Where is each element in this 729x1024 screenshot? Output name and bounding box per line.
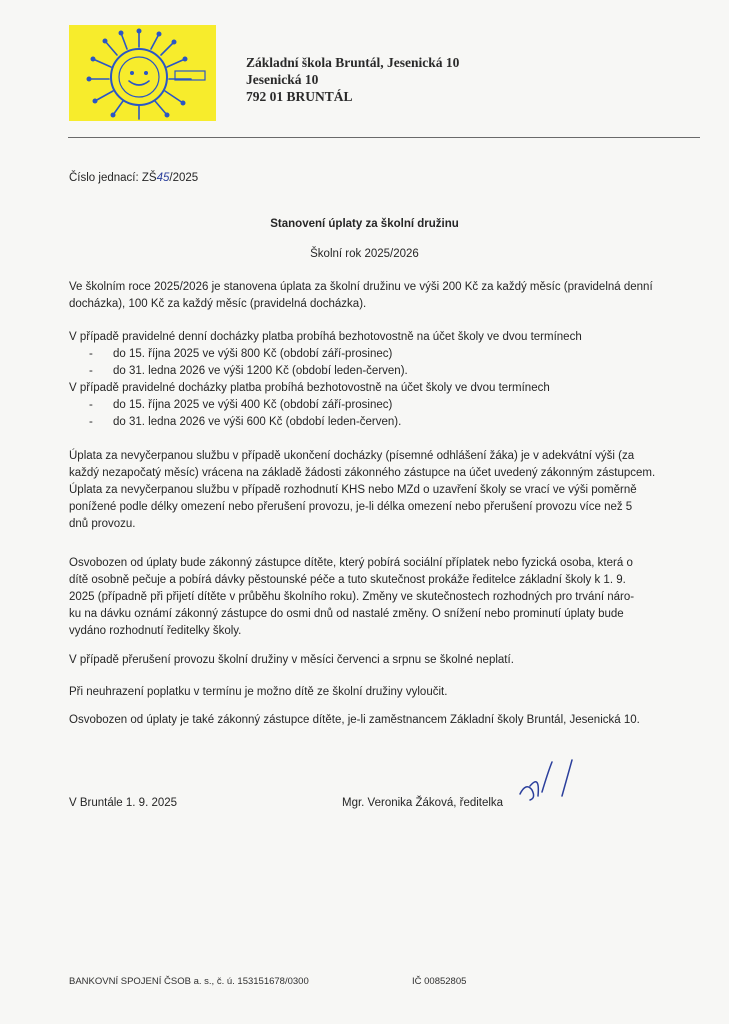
document-title: Stanovení úplaty za školní družinu <box>270 218 459 230</box>
exemption-line: ku na dávku oznámí zákonný zástupce do osmi dnů od nastalé změny. O snížení nebo prominutí úplaty bude <box>69 608 624 620</box>
refund-paragraph <box>69 448 700 533</box>
regular-item: - do 15. října 2025 ve výši 400 Kč (období září-prosinec) <box>69 397 700 414</box>
document-subtitle: Školní rok 2025/2026 <box>310 248 419 260</box>
exemption-paragraph <box>69 555 700 640</box>
sun-logo-icon <box>69 25 216 121</box>
school-logo <box>69 25 216 121</box>
signature-icon <box>512 752 582 812</box>
reference-label: Číslo jednací: ZŠ <box>69 172 157 184</box>
refund-line: dnů provozu. <box>69 518 136 530</box>
exemption-line: 2025 (případně při přijetí dítěte v průběhu školního roku). Změny ve skutečnostech rozhodných pro trvání náro- <box>69 591 635 603</box>
exemption-line: vydáno rozhodnutí ředitelky školy. <box>69 625 242 637</box>
refund-line: Úplata za nevyčerpanou službu v případě rozhodnutí KHS nebo MZd o uzavření školy se vrací ve výši poměrně <box>69 484 637 496</box>
signatory: Mgr. Veronika Žáková, ředitelka <box>342 797 504 809</box>
reference-handwritten: 45 <box>156 172 170 184</box>
header-divider <box>68 137 700 138</box>
intro-paragraph <box>69 279 700 313</box>
school-name: Základní škola Bruntál, Jesenická 10 <box>246 55 460 70</box>
refund-line: Úplata za nevyčerpanou službu v případě ukončení docházky (písemné odhlášení žáka) je v adekvátní výši (za <box>69 450 635 462</box>
daily-item: - do 15. října 2025 ve výši 800 Kč (období září-prosinec) <box>69 346 700 363</box>
reference-number <box>69 172 198 184</box>
nonpayment-paragraph: Při neuhrazení poplatku v termínu je možno dítě ze školní družiny vyloučit. <box>69 686 448 698</box>
exemption-line: dítě osobně pečuje a pobírá dávky pěstounské péče a tuto skutečnost prokáže ředitelce základní školy k 1. 9. <box>69 574 626 586</box>
exemption-line: Osvobozen od úplaty bude zákonný zástupce dítěte, který pobírá sociální příplatek nebo fyzická osoba, která o <box>69 557 633 569</box>
refund-line: ponížené podle délky omezení nebo přerušení provozu, je-li délka omezení nebo přerušení provozu více než 5 <box>69 501 633 513</box>
intro-line: docházka), 100 Kč za každý měsíc (pravidelná docházka). <box>69 298 367 310</box>
employee-paragraph: Osvobozen od úplaty je také zákonný zástupce dítěte, je-li zaměstnancem Základní školy Bruntál, Jesenická 10. <box>69 714 640 726</box>
reference-suffix: /2025 <box>169 172 199 184</box>
school-street: Jesenická 10 <box>246 72 319 87</box>
school-city: 792 01 BRUNTÁL <box>246 89 353 104</box>
company-id: IČ 00852805 <box>412 976 467 987</box>
school-address <box>246 54 459 105</box>
place-date: V Bruntále 1. 9. 2025 <box>69 797 178 809</box>
intro-line: Ve školním roce 2025/2026 je stanovena úplata za školní družinu ve výši 200 Kč za každý měsíc (pravidelná denní <box>69 281 653 293</box>
summer-paragraph: V případě přerušení provozu školní družiny v měsíci červenci a srpnu se školné neplatí. <box>69 654 514 666</box>
refund-line: každý nezapočatý měsíc) vrácena na základě žádosti zákonného zástupce na účet uvedený zákonným zástupcem. <box>69 467 656 479</box>
payments-section <box>69 329 700 431</box>
bank-details: BANKOVNÍ SPOJENÍ ČSOB a. s., č. ú. 153151678/0300 <box>69 976 309 987</box>
daily-item: - do 31. ledna 2026 ve výši 1200 Kč (období leden-červen). <box>69 363 700 380</box>
regular-heading: V případě pravidelné docházky platba probíhá bezhotovostně na účet školy ve dvou termínech <box>69 382 550 394</box>
regular-item: - do 31. ledna 2026 ve výši 600 Kč (období leden-červen). <box>69 414 700 431</box>
daily-heading: V případě pravidelné denní docházky platba probíhá bezhotovostně na účet školy ve dvou termínech <box>69 331 582 343</box>
